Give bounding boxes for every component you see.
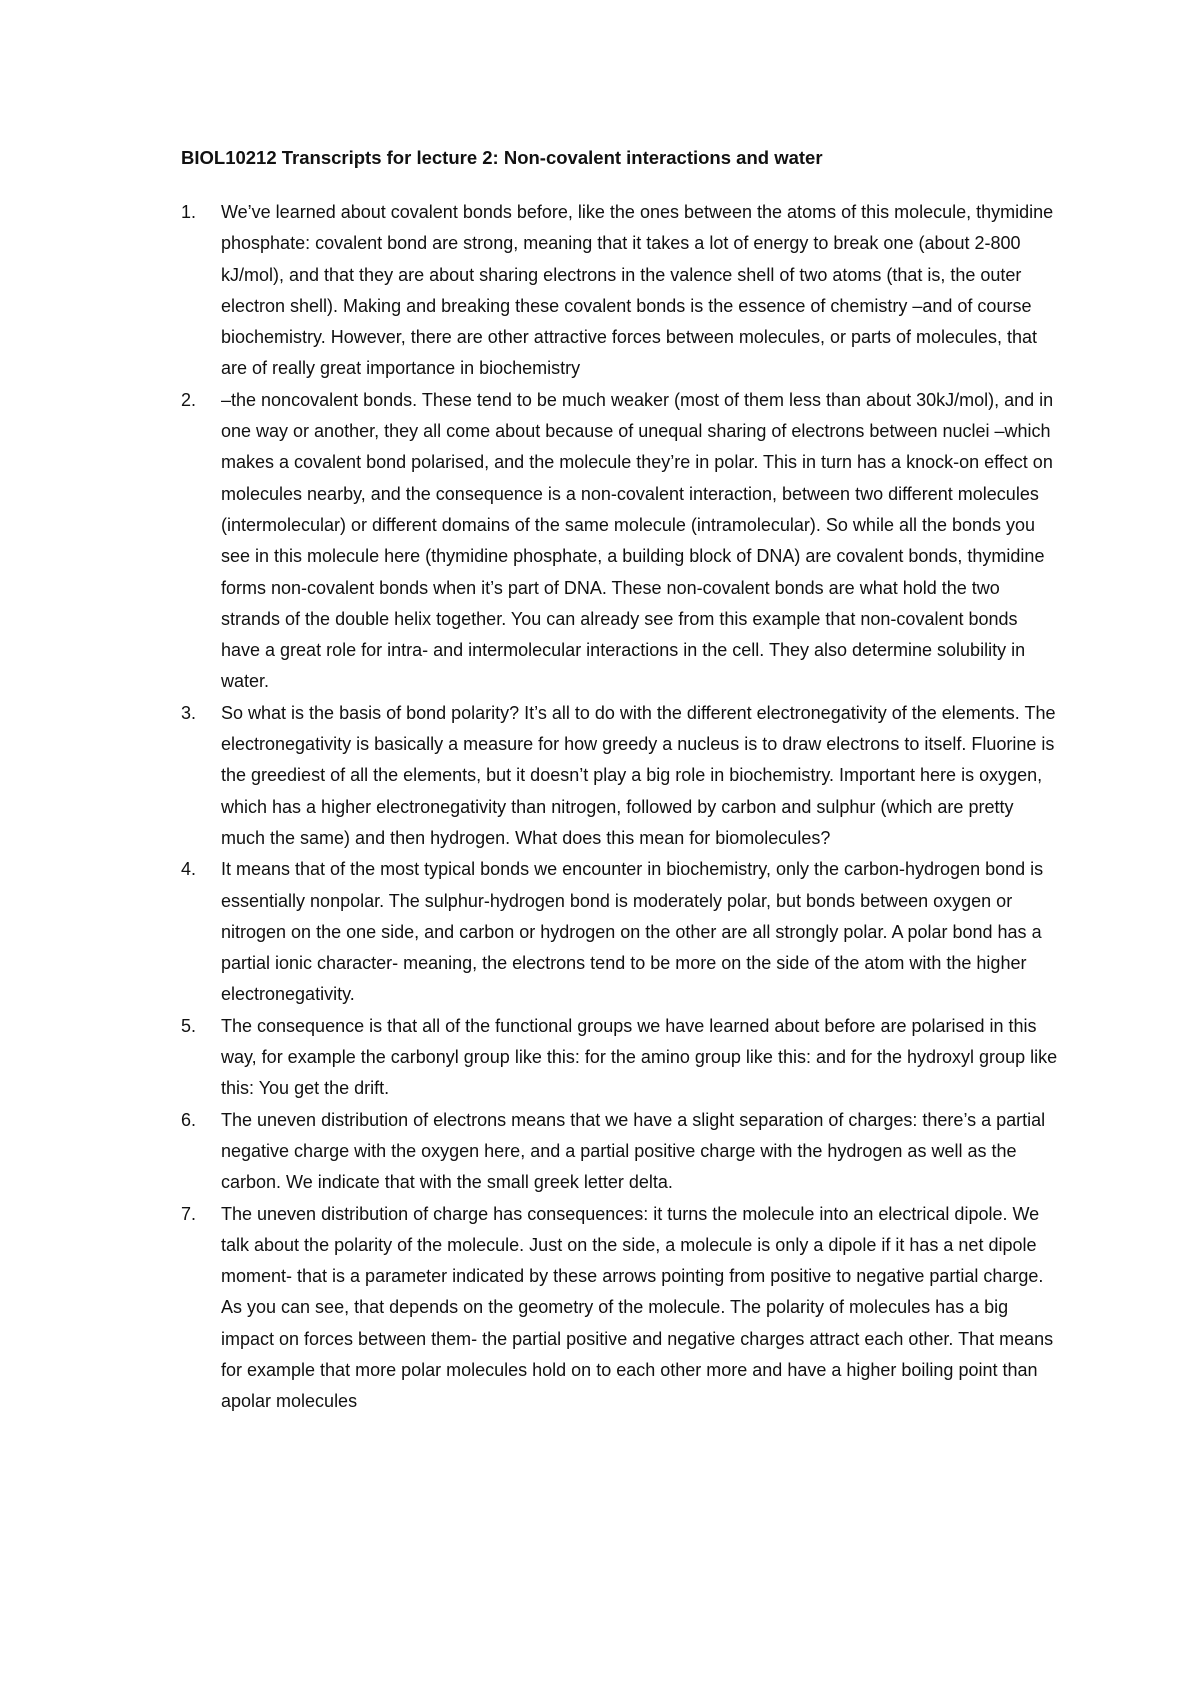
transcript-list bbox=[181, 197, 1061, 1418]
item-number: 1. bbox=[181, 202, 197, 222]
item-text: The uneven distribution of charge has consequences: it turns the molecule into an electrical dipole. We talk about the polarity of the molecule. Just on the side, a molecule is only a dipole if it has a net dipole moment- that is a parameter indicated by these arrows pointing from positive to negative partial charge. As you can see, that depends on the geometry of the molecule. The polarity of molecules has a big impact on forces between them- the partial positive and negative charges attract each other. That means for example that more polar molecules hold on to each other more and have a higher boiling point than apolar molecules bbox=[221, 1203, 1054, 1412]
item-text: So what is the basis of bond polarity? It’s all to do with the different electronegativity of the elements. The electronegativity is basically a measure for how greedy a nucleus is to draw electrons to itself. Fluorine is the greediest of all the elements, but it doesn’t play a big role in biochemistry. Important here is oxygen, which has a higher electronegativity than nitrogen, followed by carbon and sulphur (which are pretty much the same) and then hydrogen. What does this mean for biomolecules? bbox=[221, 702, 1056, 848]
item-text: It means that of the most typical bonds we encounter in biochemistry, only the carbon-hydrogen bond is essentially nonpolar. The sulphur-hydrogen bond is moderately polar, but bonds between oxygen or nitrogen on the one side, and carbon or hydrogen on the other are all strongly polar. A polar bond has a partial ionic character- meaning, the electrons tend to be more on the side of the atom with the higher electronegativity. bbox=[221, 859, 1044, 1005]
item-text: –the noncovalent bonds. These tend to be much weaker (most of them less than about 30kJ/mol), and in one way or another, they all come about because of unequal sharing of electrons between nuclei –which makes a covalent bond polarised, and the molecule they’re in polar. This in turn has a knock-on effect on molecules nearby, and the consequence is a non-covalent interaction, between two different molecules (intermolecular) or different domains of the same molecule (intramolecular). So while all the bonds you see in this molecule here (thymidine phosphate, a building block of DNA) are covalent bonds, thymidine forms non-covalent bonds when it’s part of DNA. These non-covalent bonds are what hold the two strands of the double helix together. You can already see from this example that non-covalent bonds have a great role for intra- and intermolecular interactions in the cell. They also determine solubility in water. bbox=[221, 389, 1054, 692]
list-item bbox=[181, 1199, 1061, 1418]
item-number: 4. bbox=[181, 859, 197, 880]
list-item bbox=[181, 1011, 1061, 1105]
item-number: 6. bbox=[181, 1109, 197, 1130]
item-text: The uneven distribution of electrons means that we have a slight separation of charges: there’s a partial negative charge with the oxygen here, and a partial positive charge with the hydrogen as well as the carbon. We indicate that with the small greek letter delta. bbox=[221, 1109, 1046, 1193]
item-number: 7. bbox=[181, 1203, 197, 1224]
document-title: BIOL10212 Transcripts for lecture 2: Non-covalent interactions and water bbox=[181, 147, 823, 168]
item-number: 3. bbox=[181, 702, 197, 723]
item-number: 2. bbox=[181, 389, 197, 410]
list-item bbox=[181, 854, 1061, 1010]
list-item bbox=[181, 698, 1061, 854]
item-text: We’ve learned about covalent bonds before, like the ones between the atoms of this molecule, thymidine phosphate: covalent bond are strong, meaning that it takes a lot of energy to break one (about 2-800 kJ/mol), and that they are about sharing electrons in the valence shell of two atoms (that is, the outer electron shell). Making and breaking these covalent bonds is the essence of chemistry –and of course biochemistry. However, there are other attractive forces between molecules, or parts of molecules, that are of really great importance in biochemistry bbox=[221, 202, 1054, 379]
list-item bbox=[181, 1105, 1061, 1199]
item-text: The consequence is that all of the functional groups we have learned about before are polarised in this way, for example the carbonyl group like this: for the amino group like this: and for the hydroxyl group like this: You get the drift. bbox=[221, 1015, 1058, 1099]
item-number: 5. bbox=[181, 1015, 197, 1036]
list-item bbox=[181, 385, 1061, 698]
list-item bbox=[181, 197, 1061, 385]
